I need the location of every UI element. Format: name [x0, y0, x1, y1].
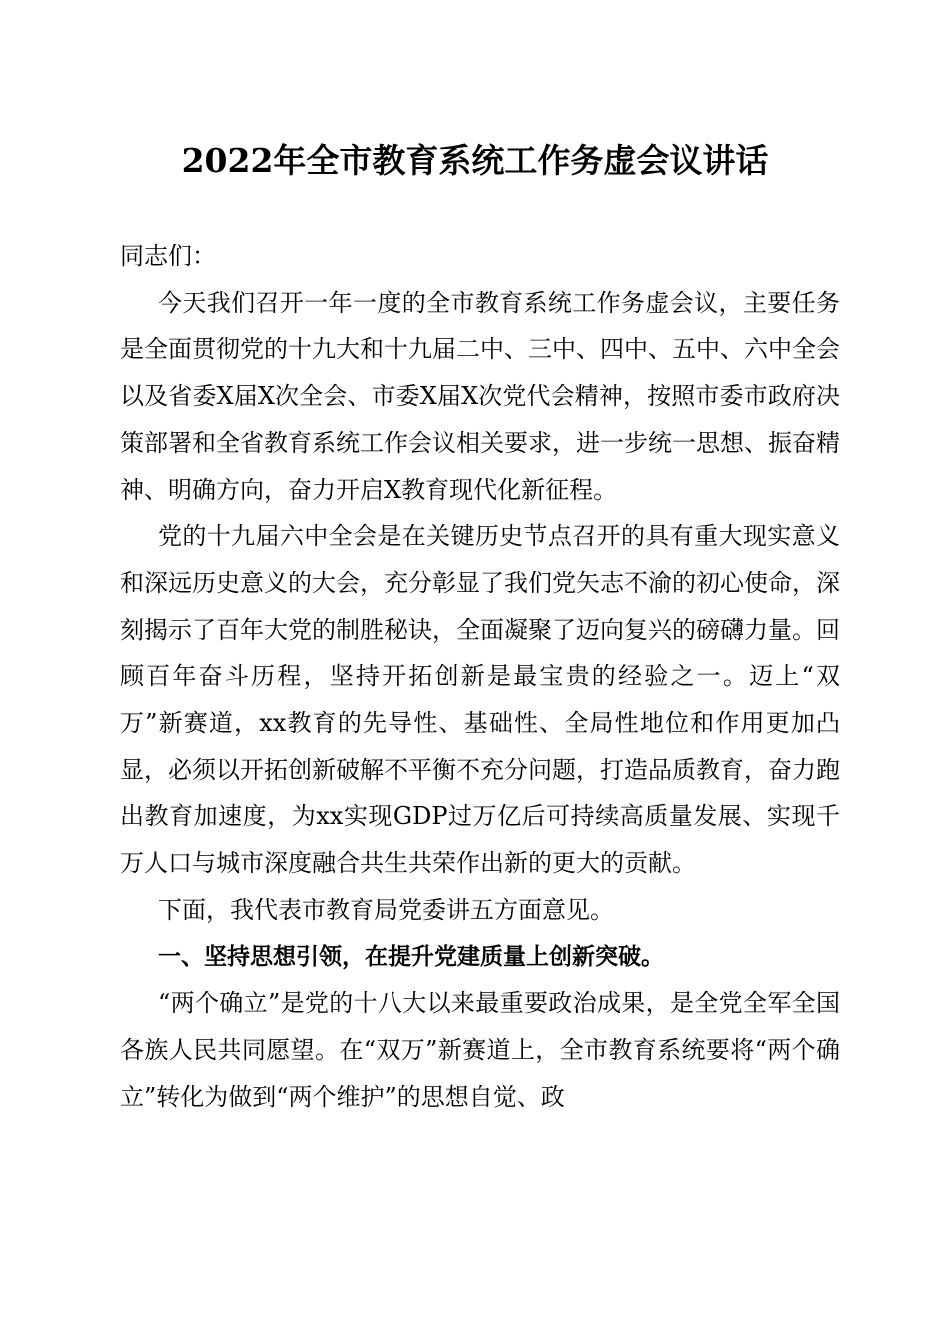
paragraph-transition: 下面，我代表市教育局党委讲五方面意见。 [158, 895, 614, 924]
paragraph-background: 党的十九届六中全会是在关键历史节点召开的具有重大现实意义和深远历史意义的大会，充分彰显了我们党矢志不渝的初心使命，深刻揭示了百年大党的制胜秘诀，全面凝聚了迈向复兴的磅礴力量。回顾百年奋斗历程，坚持开拓创新是最宝贵的经验之一。迈上“双万”新赛道，xx教育的先导性、基础性、全局性地位和作用更加凸显，必须以开拓创新破解不平衡不充分问题，打造品质教育，奋力跑出教育加速度，为xx实现GDP过万亿后可持续高质量发展、实现千万人口与城市深度融合共生共荣作出新的更大的贡献。 [120, 522, 840, 878]
section-1-paragraph: “两个确立”是党的十八大以来最重要政治成果，是全党全军全国各族人民共同愿望。在“双万”新赛道上，全市教育系统要将“两个确立”转化为做到“两个维护”的思想自觉、政 [120, 989, 840, 1111]
document-body [120, 233, 840, 1120]
section-heading-1: 一、坚持思想引领，在提升党建质量上创新突破。 [158, 943, 664, 970]
document-title: 2022年全市教育系统工作务虚会议讲话 [181, 141, 769, 180]
salutation: 同志们： [120, 242, 216, 270]
paragraph-intro: 今天我们召开一年一度的全市教育系统工作务虚会议，主要任务是全面贯彻党的十九大和十九届二中、三中、四中、五中、六中全会以及省委X届X次全会、市委X届X次党代会精神，按照市委市政府决策部署和全省教育系统工作会议相关要求，进一步统一思想、振奋精神、明确方向，奋力开启X教育现代化新征程。 [120, 288, 840, 504]
